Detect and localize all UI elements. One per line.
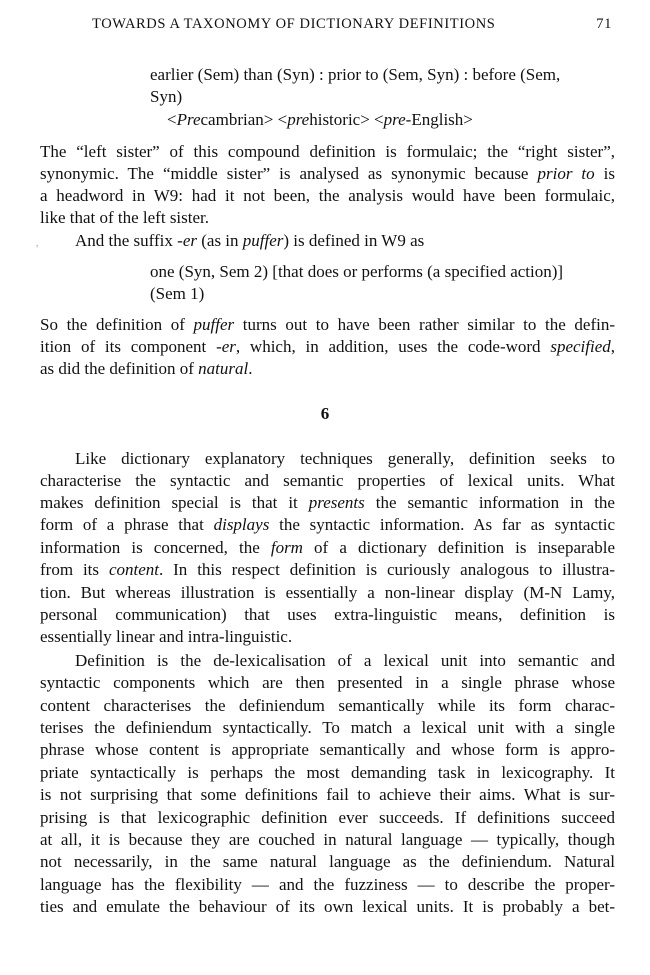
paragraph-line: characterise the syntactic and semantic properties of lexical units. What	[40, 471, 615, 490]
paragraph-line: And the suffix -er (as in puffer) is defined in W9 as	[75, 231, 425, 250]
paragraph-line: priate syntactically is perhaps the most demanding task in lexicography. It	[40, 763, 615, 782]
running-header	[92, 16, 612, 33]
paragraph-line: is not surprising that some definitions fail to achieve their aims. What is sur-	[40, 785, 615, 804]
example-line: earlier (Sem) than (Syn) : prior to (Sem, Syn) : before (Sem,	[150, 65, 561, 84]
paragraph-line: content characterises the definiendum semantically while its form charac-	[40, 696, 615, 715]
paragraph-line: makes definition special is that it presents the semantic information in the	[40, 493, 615, 512]
paragraph-line: form of a phrase that displays the syntactic information. As far as syntactic	[40, 515, 615, 534]
section-number: 6	[320, 404, 330, 423]
example-line: one (Syn, Sem 2) [that does or performs (a specified action)]	[150, 262, 564, 281]
paragraph-line: from its content. In this respect definition is curiously analogous to illustra-	[40, 560, 615, 579]
paragraph-line: information is concerned, the form of a dictionary definition is inseparable	[40, 538, 615, 557]
stray-mark: ,	[36, 238, 39, 248]
running-title: TOWARDS A TAXONOMY OF DICTIONARY DEFINITIONS	[92, 16, 496, 32]
paragraph-line: Like dictionary explanatory techniques generally, definition seeks to	[75, 449, 615, 468]
paragraph-line: at all, it is because they are couched in natural language — typically, though	[40, 830, 615, 849]
example-line: Syn)	[150, 87, 183, 106]
paragraph-line: prising is that lexicographic definition ever succeeds. If definitions succeed	[40, 808, 615, 827]
paragraph-line: syntactic components which are then presented in a single phrase whose	[40, 673, 615, 692]
paragraph-line: as did the definition of natural.	[40, 359, 253, 378]
paragraph-line: So the definition of puffer turns out to have been rather similar to the defin-	[40, 315, 616, 334]
paragraph-line: language has the flexibility — and the fuzziness — to describe the proper-	[40, 875, 615, 894]
paragraph-line: personal communication) that uses extra-linguistic means, definition is	[40, 605, 615, 624]
paragraph-line: ition of its component -er, which, in addition, uses the code-word specified,	[40, 337, 615, 356]
paragraph-line: The “left sister” of this compound definition is formulaic; the “right sister”,	[40, 142, 615, 161]
paragraph-line: like that of the left sister.	[40, 208, 210, 227]
paragraph-line: tion. But whereas illustration is essentially a non-linear display (M-N Lamy,	[40, 583, 615, 602]
paragraph-line: terises the definiendum syntactically. To match a lexical unit with a single	[40, 718, 615, 737]
paragraph-line: essentially linear and intra-linguistic.	[40, 627, 293, 646]
example-line: (Sem 1)	[150, 284, 205, 303]
paragraph-line: not necessarily, in the same natural language as the definiendum. Natural	[40, 852, 615, 871]
paragraph-line: synonymic. The “middle sister” is analysed as synonymic because prior to is	[40, 164, 615, 183]
example-line: <Precambrian> <prehistoric> <pre-English>	[167, 110, 473, 129]
paragraph-line: a headword in W9: had it not been, the analysis would have been formulaic,	[40, 186, 615, 205]
paragraph-line: Definition is the de-lexicalisation of a lexical unit into semantic and	[75, 651, 615, 670]
paragraph-line: ties and emulate the behaviour of its own lexical units. It is probably a bet-	[40, 897, 615, 916]
page-number: 71	[596, 16, 612, 32]
paragraph-line: phrase whose content is appropriate semantically and whose form is appro-	[40, 740, 615, 759]
